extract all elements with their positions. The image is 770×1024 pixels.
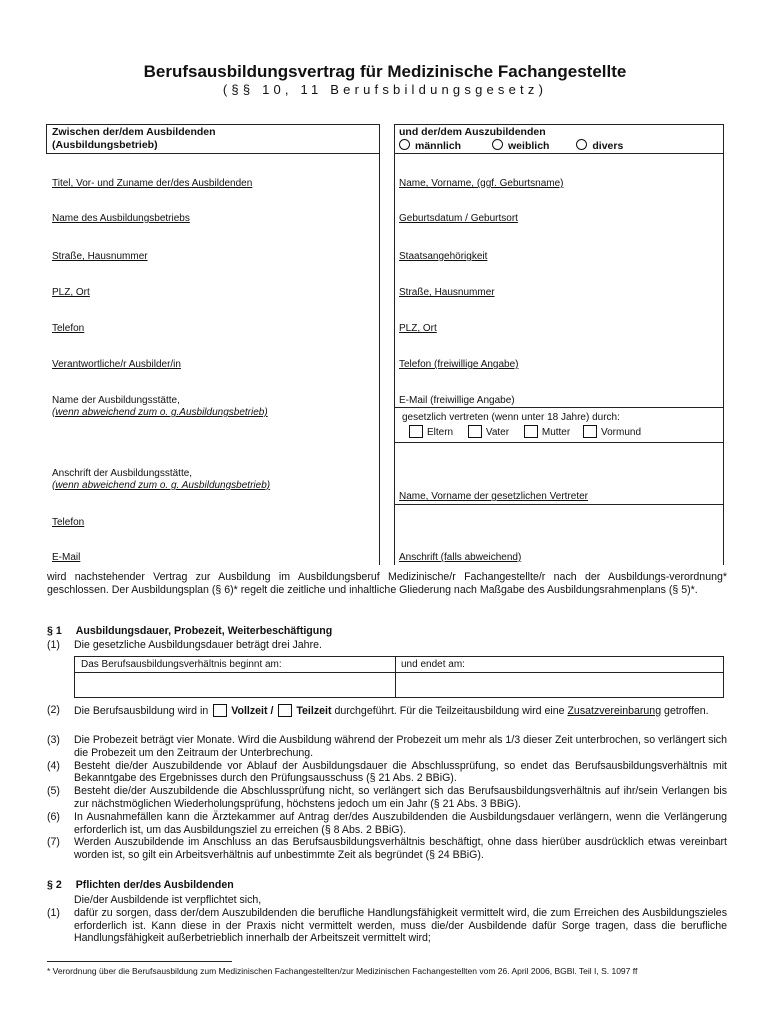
section-1-title: Ausbildungsdauer, Probezeit, Weiterbeschäftigung <box>75 625 333 637</box>
gender-options <box>399 139 623 153</box>
left-header <box>52 126 216 152</box>
field-ausbildungsstaette-note: (wenn abweichend zum o. g.Ausbildungsbetrieb) <box>52 407 268 418</box>
field-azubi-telefon[interactable]: Telefon (freiwillige Angabe) <box>399 359 519 370</box>
section-2-intro: Die/der Ausbildende ist verpflichtet sich, <box>74 894 262 906</box>
table-end-label: und endet am: <box>401 659 465 670</box>
list-item: (5) Besteht die/der Auszubildende die Abschlussprüfung nicht, so verlängert sich das Berufsausbildungsverhältnis auf ihr/sein Verlangen bis zur nächstmöglichen Wiederholungsprüfung, höchstens jedoch um ein Jahr (§ 21 Abs. 3 BBiG). <box>47 785 727 810</box>
radio-icon[interactable] <box>399 139 410 150</box>
right-header-top-border <box>394 124 724 125</box>
section-1-heading <box>47 625 332 637</box>
radio-icon[interactable] <box>492 139 503 150</box>
section-2-body <box>47 894 727 945</box>
teilzeit-checkbox[interactable] <box>278 704 292 717</box>
right-header <box>399 126 623 153</box>
footnote: * Verordnung über die Berufsausbildung zum Medizinischen Fachangestellten/zur Medizinischen Fachangestellten vom 26. April 2006, BGBl. Teil I, S. 1097 ff <box>47 966 638 976</box>
footnote-divider <box>47 961 232 962</box>
list-item: (4) Besteht die/der Auszubildende vor Ablauf der Ausbildungsdauer die Abschlussprüfung, so endet das Berufsausbildungsverhältnis mit Bekanntgabe des Ergebnisses durch den Prüfungsausschuss (§ 21 Abs. 2 BBiG). <box>47 759 727 785</box>
section-2-heading <box>47 879 234 891</box>
left-column-right-border <box>379 124 380 565</box>
left-header-line2: (Ausbildungsbetrieb) <box>52 139 158 151</box>
table-begin-label: Das Berufsausbildungsverhältnis beginnt am: <box>81 659 282 670</box>
field-betrieb-telefon[interactable]: Telefon <box>52 323 85 334</box>
table-right-border <box>723 656 724 698</box>
checkbox-icon[interactable] <box>583 425 597 438</box>
left-header-left-border <box>46 124 47 154</box>
left-header-line1: Zwischen der/dem Ausbildenden <box>52 126 216 138</box>
field-azubi-plz[interactable]: PLZ, Ort <box>399 323 437 334</box>
field-staette-telefon[interactable]: Telefon <box>52 517 85 528</box>
rep-eltern[interactable]: Eltern <box>409 427 453 438</box>
list-item: (6) In Ausnahmefällen kann die Ärztekammer auf Antrag der/des Auszubildenden die Ausbildungsdauer verlängern, wenn die Verlängerung erforderlich ist, um das Ausbildungsziel zu erreichen (§ 8 Abs. 2 BBiG). <box>47 810 727 836</box>
right-column-left-border <box>394 124 395 565</box>
intro-paragraph: wird nachstehender Vertrag zur Ausbildung im Ausbildungsberuf Medizinische/r Fachangestellte/r nach der Ausbildungs-verordnung* geschlossen. Der Ausbildungsplan (§ 6)* regelt die zeitliche und inhaltliche Gliederung nach Maßgabe des Ausbildungsrahmenplans (§ 5)*. <box>47 571 727 596</box>
checkbox-icon[interactable] <box>524 425 538 438</box>
left-header-top-border <box>46 124 380 125</box>
rep-mutter[interactable]: Mutter <box>524 427 570 438</box>
section-2-number: § 2 <box>47 879 62 891</box>
checkbox-icon[interactable] <box>468 425 482 438</box>
list-item: (3) Die Probezeit beträgt vier Monate. Wird die Ausbildung während der Probezeit um mehr als 1/3 dieser Zeit unterbrochen, so verlängert sich die Probezeit um den Zeitraum der Unterbrechung. <box>47 734 727 759</box>
field-vertreter-name[interactable]: Name, Vorname der gesetzlichen Vertreter <box>399 491 588 502</box>
field-geburtsdatum[interactable]: Geburtsdatum / Geburtsort <box>399 213 518 224</box>
field-staette-email[interactable]: E-Mail <box>52 552 81 563</box>
field-ausbilder[interactable]: Verantwortliche/r Ausbilder/in <box>52 359 181 370</box>
gender-maennlich[interactable]: männlich <box>399 140 461 152</box>
table-bottom-border <box>74 697 724 698</box>
field-ausbildungsstaette-anschrift[interactable]: Anschrift der Ausbildungsstätte, <box>52 468 193 479</box>
field-betrieb-plz[interactable]: PLZ, Ort <box>52 287 90 298</box>
right-header-bottom-border <box>394 153 724 154</box>
table-top-border <box>74 656 724 657</box>
begin-date-input[interactable] <box>75 673 395 697</box>
right-header-title: und der/dem Auszubildenden <box>399 126 546 138</box>
left-header-bottom-border <box>46 153 380 154</box>
section-2-title: Pflichten der/des Ausbildenden <box>75 879 234 891</box>
vollzeit-checkbox[interactable] <box>213 704 227 717</box>
field-azubi-name[interactable]: Name, Vorname, (ggf. Geburtsname) <box>399 178 564 189</box>
field-betrieb-name[interactable]: Name des Ausbildungsbetriebs <box>52 213 190 224</box>
field-vertreter-anschrift[interactable]: Anschrift (falls abweichend) <box>399 552 522 563</box>
gender-divers[interactable]: divers <box>576 140 623 152</box>
field-betrieb-strasse[interactable]: Straße, Hausnummer <box>52 251 148 262</box>
field-azubi-email[interactable]: E-Mail (freiwillige Angabe) <box>399 395 515 406</box>
section-1-items <box>47 734 727 862</box>
gender-weiblich[interactable]: weiblich <box>492 140 549 152</box>
vertreter-bottom-border <box>394 504 724 505</box>
list-item: (7) Werden Auszubildende im Anschluss an das Berufsausbildungsverhältnis beschäftigt, ohne dass hierüber ausdrücklich etwas vereinbart worden ist, so gilt ein Arbeitsverhältnis auf unbestimmte Zeit als begründet (§ 24 BBiG). <box>47 836 727 862</box>
zusatzvereinbarung-link[interactable]: Zusatzvereinbarung <box>567 705 662 717</box>
field-ausbildungsstaette-name[interactable]: Name der Ausbildungsstätte, <box>52 395 180 406</box>
field-ausbildender-name[interactable]: Titel, Vor- und Zuname der/des Ausbildenden <box>52 178 253 189</box>
right-column-right-border <box>723 124 724 565</box>
rep-vormund[interactable]: Vormund <box>583 427 641 438</box>
representation-label: gesetzlich vertreten (wenn unter 18 Jahre) durch: <box>402 412 620 423</box>
email-row-bottom-border <box>394 407 724 408</box>
rep-vater[interactable]: Vater <box>468 427 509 438</box>
end-date-input[interactable] <box>396 673 723 697</box>
page-subtitle: (§§ 10, 11 Berufsbildungsgesetz) <box>222 82 548 97</box>
list-item: (1) dafür zu sorgen, dass der/dem Auszubildenden die berufliche Handlungsfähigkeit vermittelt wird, die zum Erreichen des Ausbildungszieles erforderlich ist. Kann diese in der Praxis nicht vermittelt werden, muss die/der Ausbildende dafür Sorge tragen, dass die berufliche Handlungsfähigkeit außerbetrieblich innerhalb der Arbeitszeit vermittelt wird; <box>47 906 727 945</box>
representation-bottom-border <box>394 442 724 443</box>
section-1-item-2: (2) Die Berufsausbildung wird in Vollzeit / Teilzeit durchgeführt. Für die Teilzeitausbildung wird eine Zusatzvereinbarung getroffen. <box>47 704 709 717</box>
radio-icon[interactable] <box>576 139 587 150</box>
field-azubi-strasse[interactable]: Straße, Hausnummer <box>399 287 495 298</box>
section-1-number: § 1 <box>47 625 62 637</box>
field-anschrift-note: (wenn abweichend zum o. g. Ausbildungsbetrieb) <box>52 480 271 491</box>
checkbox-icon[interactable] <box>409 425 423 438</box>
representation-options <box>409 425 645 438</box>
page-title: Berufsausbildungsvertrag für Medizinische Fachangestellte <box>143 62 627 81</box>
field-staatsangehoerigkeit[interactable]: Staatsangehörigkeit <box>399 251 488 262</box>
section-1-item-1: (1) Die gesetzliche Ausbildungsdauer beträgt drei Jahre. <box>47 639 322 651</box>
